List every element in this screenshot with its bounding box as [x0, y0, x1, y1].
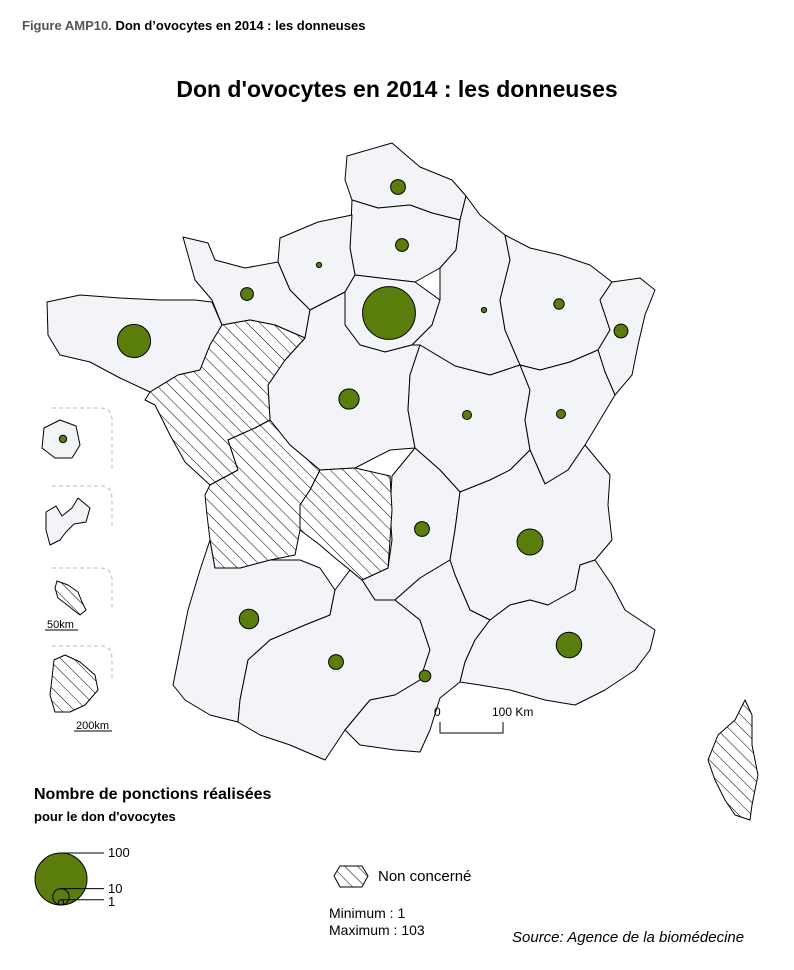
- legend-label-10: 10: [108, 881, 123, 896]
- bubble-la-r-union[interactable]: [59, 435, 66, 442]
- region-guyane[interactable]: [50, 655, 98, 712]
- bubble-aquitaine[interactable]: [239, 609, 258, 628]
- bubble-provence-alpes-c-te-d-azur[interactable]: [556, 632, 581, 657]
- legend-label-100: 100: [108, 845, 130, 860]
- bubble-lorraine[interactable]: [554, 299, 564, 309]
- legend-subtitle: pour le don d'ovocytes: [34, 809, 176, 824]
- region-corse[interactable]: [708, 700, 758, 820]
- bubble-auvergne[interactable]: [415, 522, 430, 537]
- bubble-bourgogne[interactable]: [463, 411, 472, 420]
- legend-non-concerne-label: Non concerné: [378, 868, 472, 885]
- figure-caption-text: Don d’ovocytes en 2014 : les donneuses: [115, 18, 366, 33]
- bubble-franche-comt-[interactable]: [557, 410, 566, 419]
- scale-200km: 200km: [76, 720, 110, 732]
- figure-label: Figure AMP10.: [22, 18, 112, 33]
- scale-zero: 0: [434, 705, 441, 719]
- legend-title: Nombre de ponctions réalisées: [34, 786, 272, 803]
- bubble-nord-pas-de-calais[interactable]: [391, 180, 406, 195]
- region-guadeloupe[interactable]: [46, 498, 90, 545]
- legend-circle-100: [35, 853, 87, 905]
- bubble--le-de-france[interactable]: [363, 287, 416, 340]
- bubble-bretagne[interactable]: [117, 324, 150, 357]
- map-title: Don d'ovocytes en 2014 : les donneuses: [176, 76, 618, 102]
- legend-minimum: Minimum : 1: [329, 905, 406, 921]
- legend-size-scale: [35, 853, 104, 905]
- legend-maximum: Maximum : 103: [329, 922, 425, 938]
- scale-50km: 50km: [47, 619, 74, 631]
- bubble-languedoc-roussillon[interactable]: [419, 670, 431, 682]
- scale-100km: 100 Km: [492, 705, 534, 719]
- bubble-midi-pyr-n-es[interactable]: [329, 655, 344, 670]
- legend-label-1: 1: [108, 894, 116, 909]
- region-martinique[interactable]: [55, 581, 86, 615]
- bubble-basse-normandie[interactable]: [241, 288, 254, 301]
- bubble-picardie[interactable]: [396, 239, 409, 252]
- source-note: Source: Agence de la biomédecine: [512, 929, 745, 946]
- bubble-haute-normandie[interactable]: [316, 262, 321, 267]
- bubble-rh-ne-alpes[interactable]: [517, 529, 543, 555]
- bubble-alsace[interactable]: [614, 324, 628, 338]
- bubble-centre[interactable]: [339, 389, 359, 409]
- legend-non-concerne-swatch: [334, 866, 368, 887]
- region-limousin[interactable]: [300, 468, 392, 580]
- bubble-champagne-ardenne[interactable]: [481, 307, 486, 312]
